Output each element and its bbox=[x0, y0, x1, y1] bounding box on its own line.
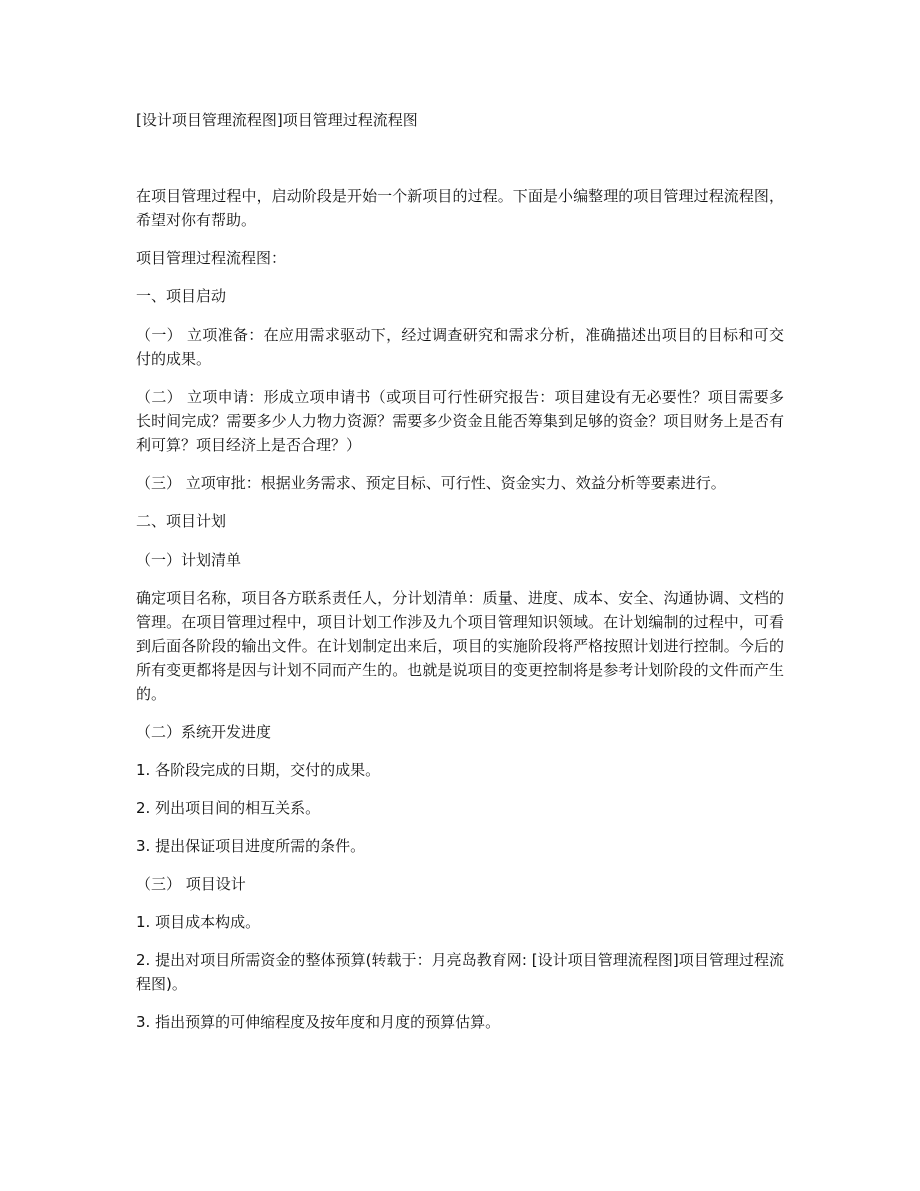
list-item: 1. 各阶段完成的日期，交付的成果。 bbox=[136, 761, 381, 779]
planning-paragraph: 确定项目名称，项目各方联系责任人，分计划清单：质量、进度、成本、安全、沟通协调、文档的管理。在项目管理过程中，项目计划工作涉及九个项目管理知识领域。在计划编制的过程中，可看到后面各阶段的输出文件。在计划制定出来后，项目的实施阶段将严格按照计划进行控制。今后的所有变更都将是因与计划不同而产生的。也就是说项目的变更控制将是参考计划阶段的文件而产生的。 bbox=[136, 589, 784, 703]
planning-subheading-3: （三） 项目设计 bbox=[136, 875, 246, 893]
planning-subheading-2: （二）系统开发进度 bbox=[136, 723, 272, 741]
section-heading-initiation: 一、项目启动 bbox=[136, 287, 227, 305]
list-item: 3. 提出保证项目进度所需的条件。 bbox=[136, 837, 366, 855]
list-item: 1. 项目成本构成。 bbox=[136, 913, 261, 931]
intro-paragraph: 在项目管理过程中，启动阶段是开始一个新项目的过程。下面是小编整理的项目管理过程流程图，希望对你有帮助。 bbox=[136, 187, 784, 229]
initiation-item-2: （二） 立项申请：形成立项申请书（或项目可行性研究报告：项目建设有无必要性？项目需要多长时间完成？需要多少人力物力资源？需要多少资金且能否筹集到足够的资金？项目财务上是否有利可算？项目经济上是否合理？） bbox=[136, 388, 784, 454]
list-item: 3. 指出预算的可伸缩程度及按年度和月度的预算估算。 bbox=[136, 1013, 501, 1031]
section-heading-planning: 二、项目计划 bbox=[136, 512, 227, 530]
planning-subheading-1: （一）计划清单 bbox=[136, 551, 242, 569]
initiation-item-1: （一） 立项准备：在应用需求驱动下，经过调查研究和需求分析，准确描述出项目的目标和可交付的成果。 bbox=[136, 326, 784, 368]
initiation-item-3: （三） 立项审批：根据业务需求、预定目标、可行性、资金实力、效益分析等要素进行。 bbox=[136, 474, 726, 492]
document-title: [设计项目管理流程图]项目管理过程流程图 bbox=[136, 111, 418, 129]
list-item: 2. 提出对项目所需资金的整体预算(转载于：月亮岛教育网: [设计项目管理流程图]项目管理过程流程图)。 bbox=[136, 951, 784, 993]
document-body bbox=[136, 184, 784, 1048]
list-item: 2. 列出项目间的相互关系。 bbox=[136, 799, 321, 817]
flowchart-label: 项目管理过程流程图： bbox=[136, 249, 287, 267]
